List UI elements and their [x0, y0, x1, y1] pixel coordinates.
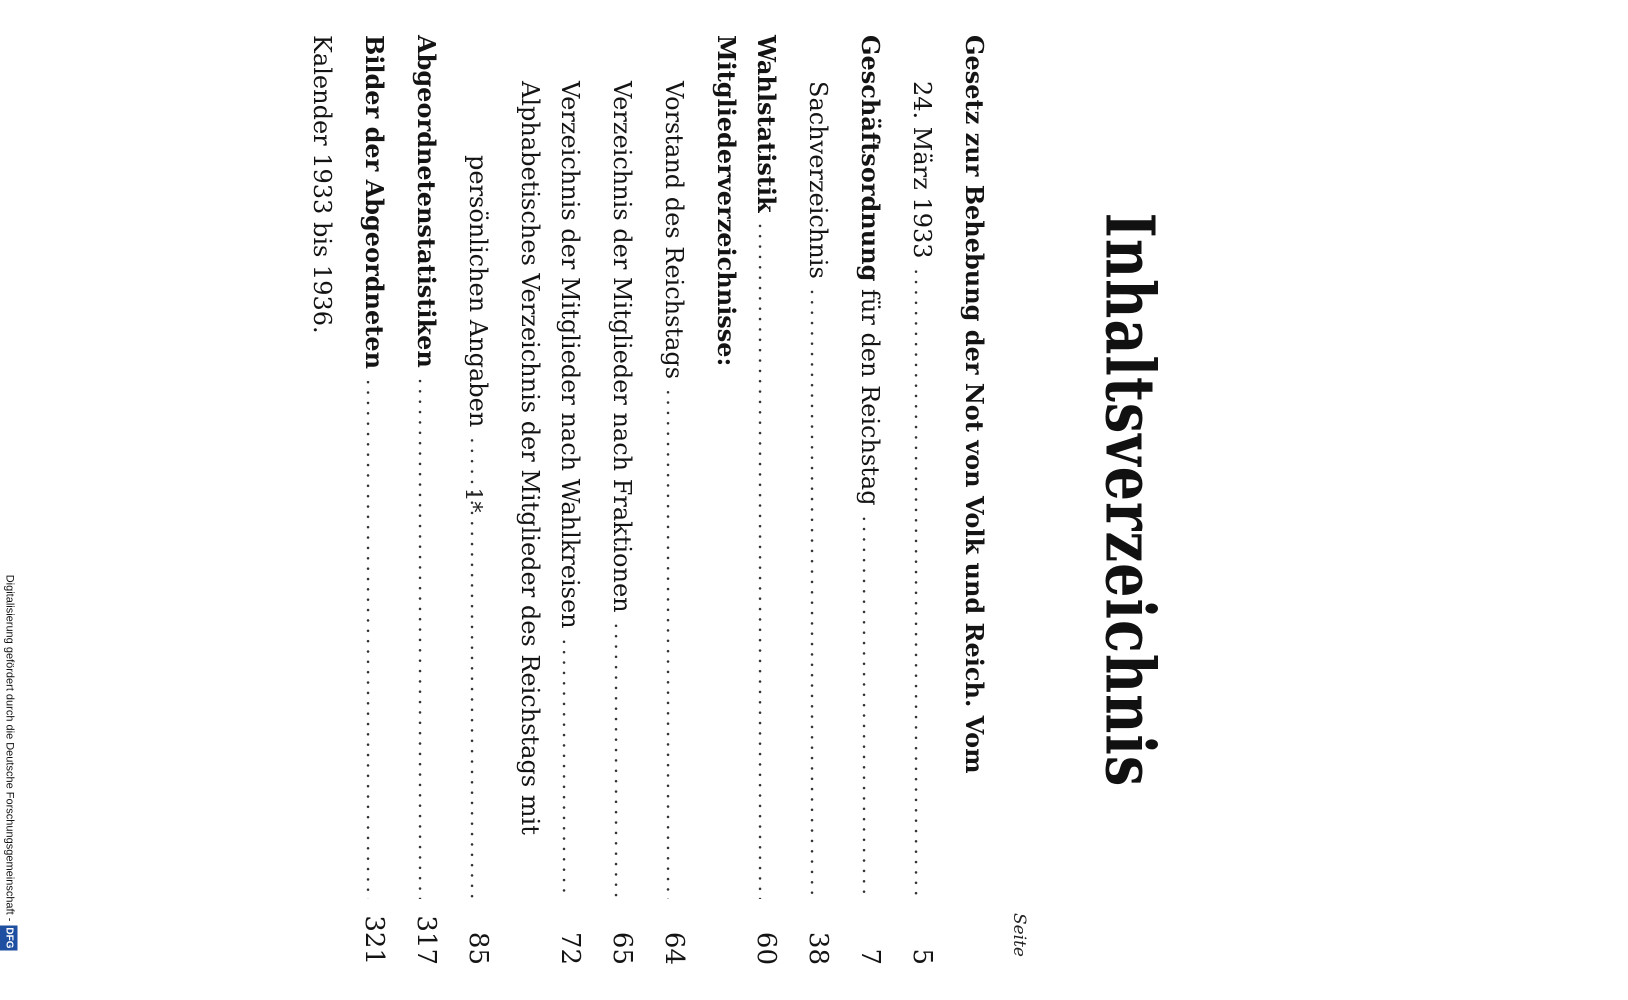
toc-entry-vorstand — [659, 35, 711, 965]
leader-dots — [659, 389, 689, 899]
entry-page: 317 — [411, 915, 441, 965]
entry-label: 24. März 1933 — [908, 81, 936, 259]
leader-dots — [907, 269, 937, 899]
entry-page: 5 — [907, 948, 937, 965]
entry-label: Gesetz zur Behebung der Not von Volk und Reich. Vom — [960, 35, 989, 774]
entry-page: 72 — [555, 931, 585, 965]
toc-entry-sachverzeichnis — [803, 35, 855, 965]
toc-entry-mitgliederverzeichnisse — [711, 35, 751, 965]
entry-label: Verzeichnis der Mitglieder nach Wahlkreisen — [556, 81, 584, 629]
entry-page: 38 — [803, 931, 833, 965]
dfg-logo: DFG — [0, 925, 18, 950]
toc-entry-geschaeftsordnung — [855, 35, 907, 965]
entry-page: 64 — [659, 931, 689, 965]
entry-label: Alphabetisches Verzeichnis der Mitglieder des Reichstags mit — [516, 81, 544, 835]
leader-dots — [359, 379, 389, 899]
table-of-contents — [307, 35, 999, 965]
leader-dots — [555, 639, 585, 899]
entry-label: Wahlstatistik — [752, 35, 781, 213]
toc-entry-wahlstatistik — [751, 35, 803, 965]
leader-dots — [411, 378, 441, 899]
entry-label: Sachverzeichnis — [804, 81, 832, 279]
toc-entry-bilder — [359, 35, 411, 965]
entry-label: Kalender 1933 bis 1936. — [308, 35, 336, 334]
leader-dots — [751, 223, 781, 899]
page-title: Inhaltsverzeichnis — [1090, 212, 1170, 788]
toc-entry-gesetz-date — [907, 35, 959, 965]
toc-entry-alphabetisch — [515, 35, 555, 965]
leader-dots — [803, 289, 833, 899]
leader-dots — [607, 623, 637, 899]
entry-page: 65 — [607, 931, 637, 965]
footer-text: Digitalisierung gefördert durch die Deutsche Forschungsgemeinschaft - — [3, 574, 16, 922]
toc-entry-fraktionen — [607, 35, 659, 965]
entry-label: persönlichen Angaben — [464, 155, 492, 428]
entry-label: Abgeordnetenstatistiken — [412, 35, 441, 368]
page-number: 1* — [460, 487, 485, 513]
entry-lead: Geschäftsordnung — [856, 35, 885, 282]
entry-rest: für den Reichstag — [856, 281, 884, 506]
toc-entry-wahlkreise — [555, 35, 607, 965]
entry-page: 7 — [855, 948, 885, 965]
digitization-footer — [0, 51, 19, 951]
entry-label: Mitgliederverzeichnisse: — [712, 35, 741, 367]
entry-label: Verzeichnis der Mitglieder nach Fraktionen — [608, 81, 636, 613]
entry-page: 60 — [751, 931, 781, 965]
toc-entry-gesetz — [959, 35, 999, 965]
entry-label — [855, 35, 885, 506]
page-column-label: Seite — [1009, 912, 1029, 957]
entry-page: 85 — [463, 931, 493, 965]
entry-label: Bilder der Abgeordneten — [360, 35, 389, 370]
leader-dots — [855, 516, 885, 899]
entry-label: Vorstand des Reichstags — [660, 81, 688, 380]
entry-page: 321 — [359, 915, 389, 965]
document-rotated — [308, 35, 1204, 965]
toc-entry-abgeordnetenstatistiken — [411, 35, 463, 965]
toc-entry-kalender — [307, 35, 359, 965]
